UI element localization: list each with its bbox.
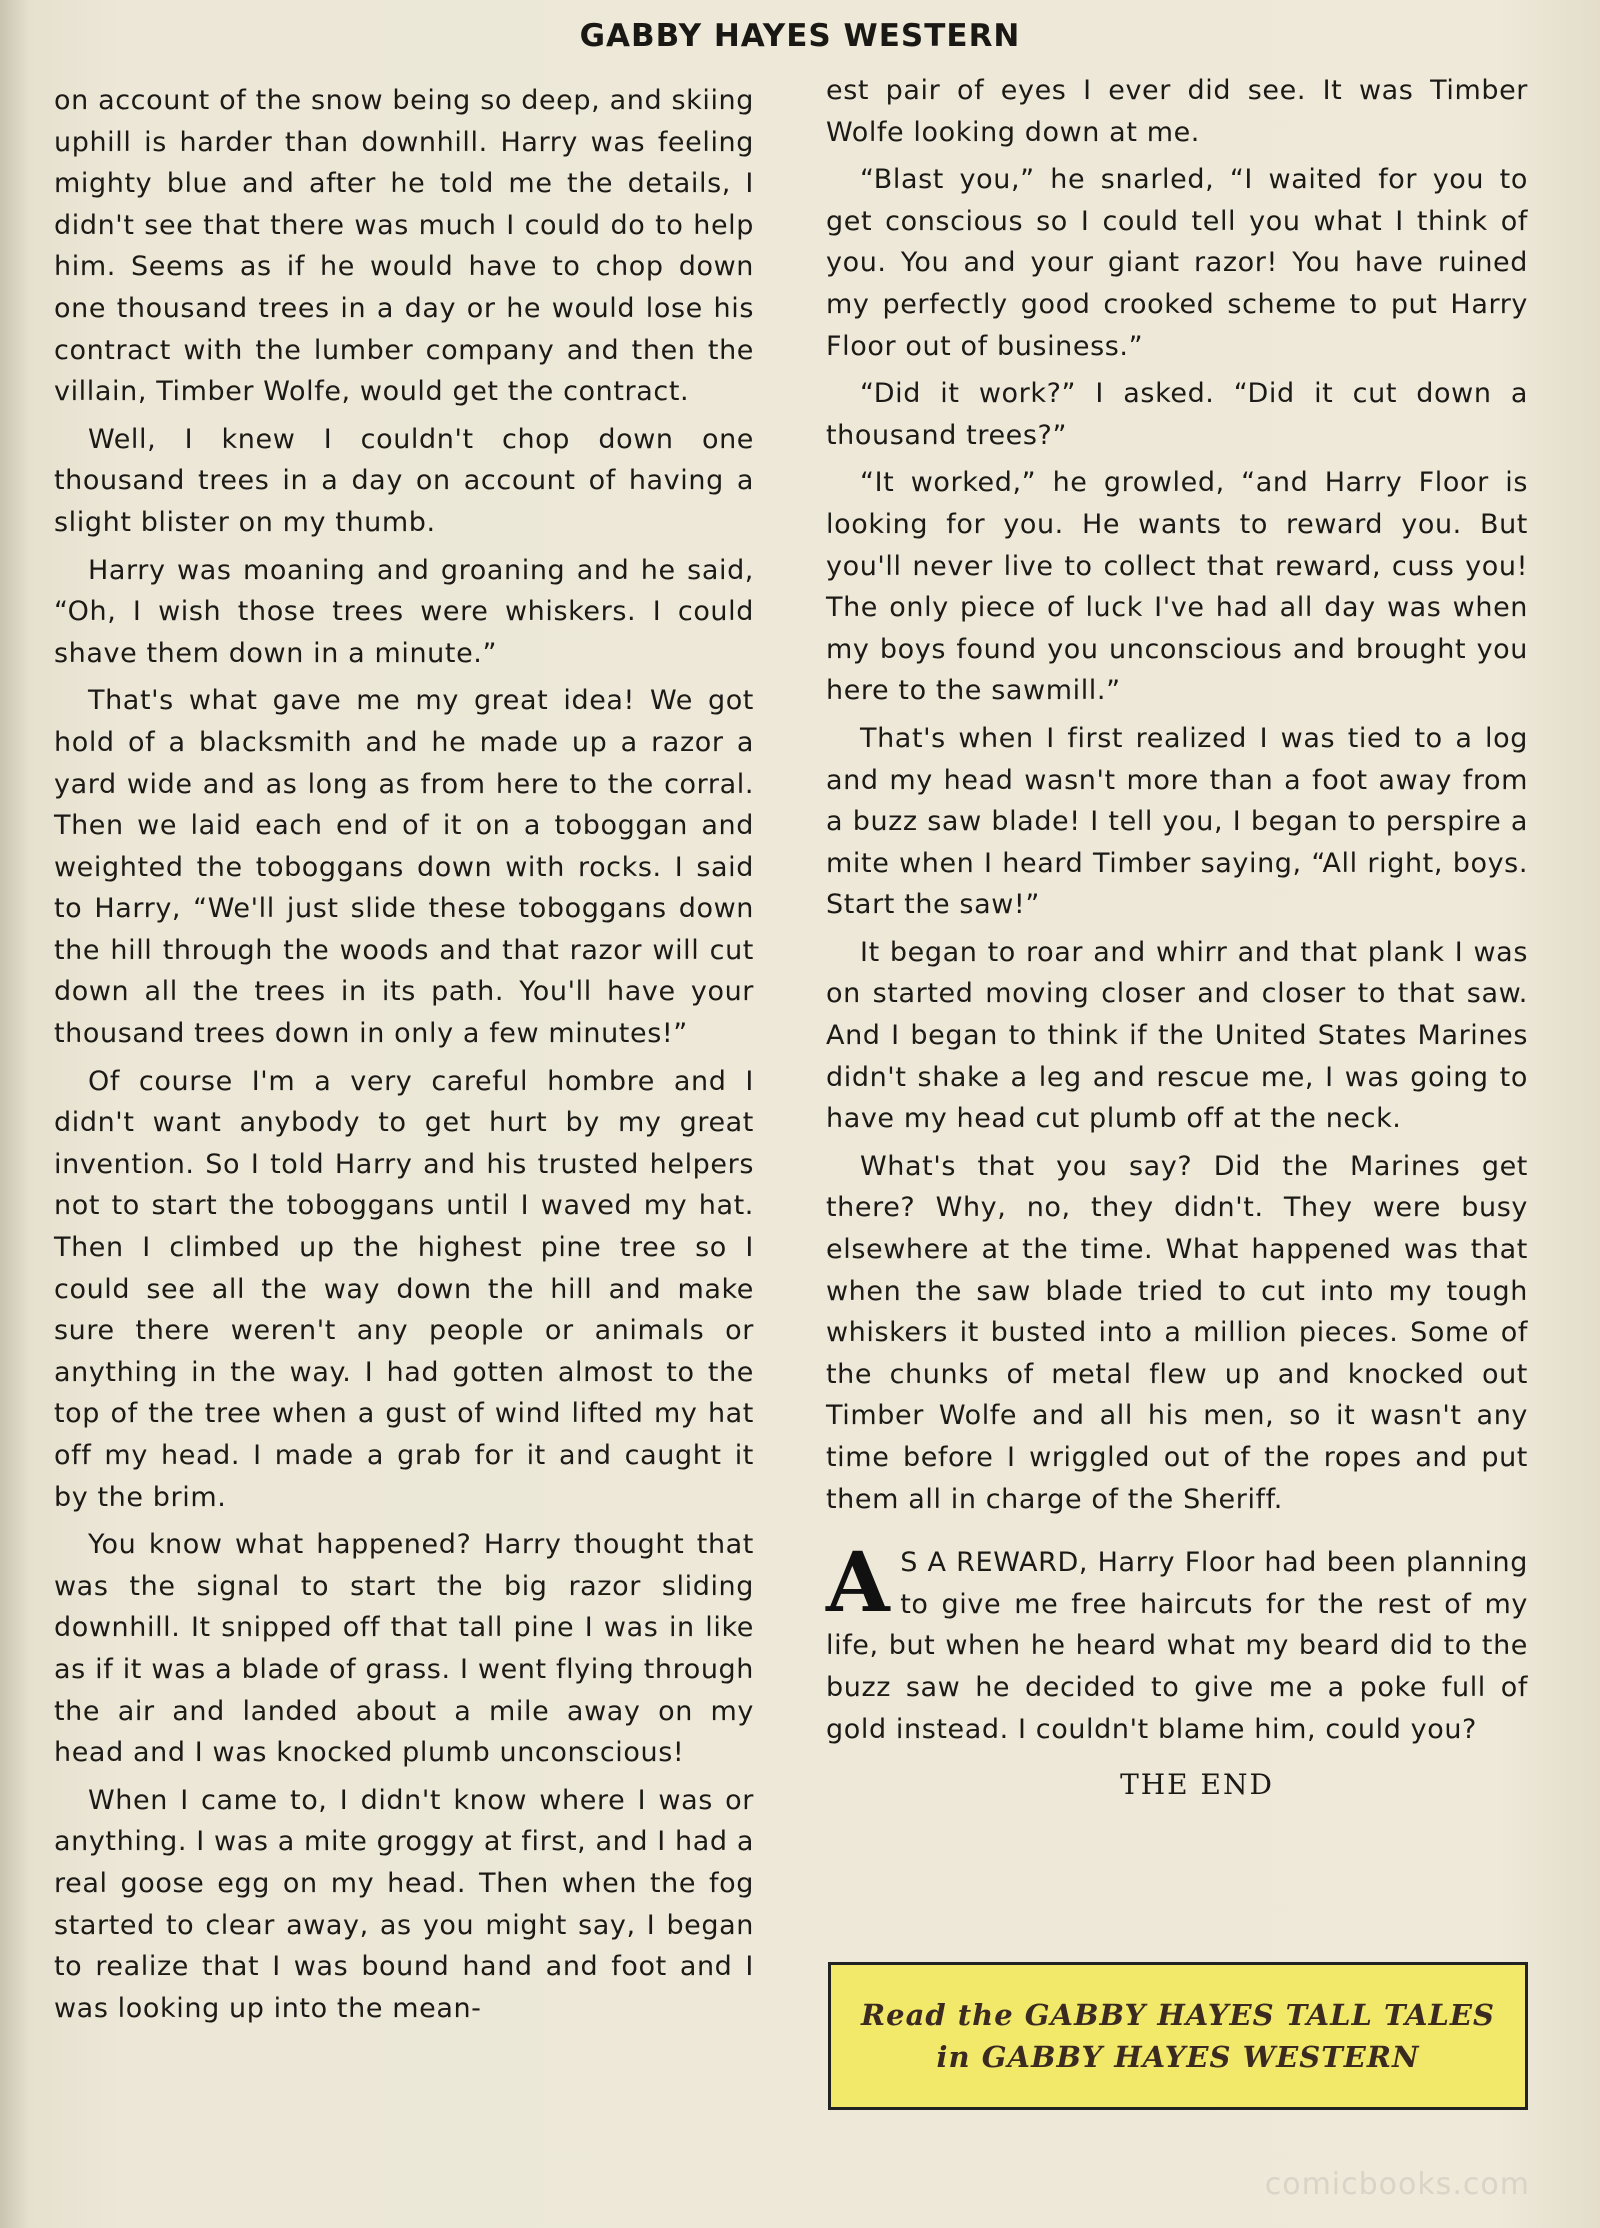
site-watermark: comicbooks.com: [1264, 2167, 1530, 2202]
right-column: [826, 70, 1528, 1806]
paragraph: Well, I knew I couldn't chop down one thousand trees in a day on account of having a slight blister on my thumb.: [54, 423, 754, 538]
paragraph: When I came to, I didn't know where I was or anything. I was a mite groggy at first, and I had a real goose egg on my head. Then when the fog started to clear away, as you might say, I began to realize that I was bound hand and foot and I was looking up into the mean-: [54, 1784, 754, 2024]
paragraph: “Blast you,” he snarled, “I waited for you to get conscious so I could tell you what I think of you. You and your giant razor! You have ruined my perfectly good crooked scheme to put Harry Floor out of business.”: [826, 164, 1528, 362]
paragraph: That's when I first realized I was tied to a log and my head wasn't more than a foot away from a buzz saw blade! I tell you, I began to perspire a mite when I heard Timber saying, “All right, boys. Start the saw!”: [826, 722, 1528, 921]
promo-line-1: Read the GABBY HAYES TALL TALES: [861, 1998, 1495, 2032]
paragraph: “Did it work?” I asked. “Did it cut down a thousand trees?”: [826, 378, 1528, 451]
the-end-label: THE END: [1120, 1768, 1274, 1802]
paragraph: You know what happened? Harry thought that was the signal to start the big razor sliding downhill. It snipped off that tall pine I was in like as if it was a blade of grass. I went flying through the air and landed about a mile away on my head and I was knocked plumb unconscious!: [54, 1529, 754, 1769]
reward-paragraph: [826, 1535, 1528, 1750]
paragraph: It began to roar and whirr and that plank I was on started moving closer and closer to that saw. And I began to think if the United States Marines didn't shake a leg and rescue me, I was going to have my head cut plumb off at the neck.: [826, 936, 1528, 1135]
left-column: [54, 80, 754, 2035]
promo-box: [828, 1962, 1528, 2110]
drop-cap: A: [826, 1535, 891, 1632]
promo-line-2: in GABBY HAYES WESTERN: [936, 2040, 1420, 2074]
paragraph: “It worked,” he growled, “and Harry Floor is looking for you. He wants to reward you. But you'll never live to collect that reward, cuss you! The only piece of luck I've had all day was when my boys found you unconscious and brought you here to the sawmill.”: [826, 467, 1528, 707]
paragraph: on account of the snow being so deep, and skiing uphill is harder than downhill. Harry was feeling mighty blue and after he told me the details, I didn't see that there was much I could do to help him. Seems as if he would have to chop down one thousand trees in a day or he would lose his contract with the lumber company and then the villain, Timber Wolfe, would get the contract.: [54, 85, 754, 408]
paragraph: est pair of eyes I ever did see. It was Timber Wolfe looking down at me.: [826, 75, 1528, 148]
paragraph: Of course I'm a very careful hombre and I didn't want anybody to get hurt by my great invention. So I told Harry and his trusted helpers not to start the toboggans until I waved my hat. Then I climbed up the highest pine tree so I could see all the way down the hill and make sure there weren't any people or animals or anything in the way. I had gotten almost to the top of the tree when a gust of wind lifted my hat off my head. I made a grab for it and caught it by the brim.: [54, 1065, 754, 1513]
paragraph: That's what gave me my great idea! We got hold of a blacksmith and he made up a razor a yard wide and as long as from here to the corral. Then we laid each end of it on a toboggan and weighted the toboggans down with rocks. I said to Harry, “We'll just slide these toboggans down the hill through the woods and that razor will cut down all the trees in its path. You'll have your thousand trees down in only a few minutes!”: [54, 685, 754, 1050]
page-header: GABBY HAYES WESTERN: [579, 18, 1021, 54]
reward-text: S A REWARD, Harry Floor had been planning to give me free haircuts for the rest of my life, but when he heard what my beard did to the buzz saw he decided to give me a poke full of gold instead. I couldn't blame him, could you?: [826, 1547, 1528, 1745]
paragraph: Harry was moaning and groaning and he said, “Oh, I wish those trees were whiskers. I could shave them down in a minute.”: [54, 554, 754, 669]
paragraph: What's that you say? Did the Marines get there? Why, no, they didn't. They were busy elsewhere at the time. What happened was that when the saw blade tried to cut into my tough whiskers it busted into a million pieces. Some of the chunks of metal flew up and knocked out Timber Wolfe and all his men, so it wasn't any time before I wriggled out of the ropes and put them all in charge of the Sheriff.: [826, 1150, 1528, 1515]
